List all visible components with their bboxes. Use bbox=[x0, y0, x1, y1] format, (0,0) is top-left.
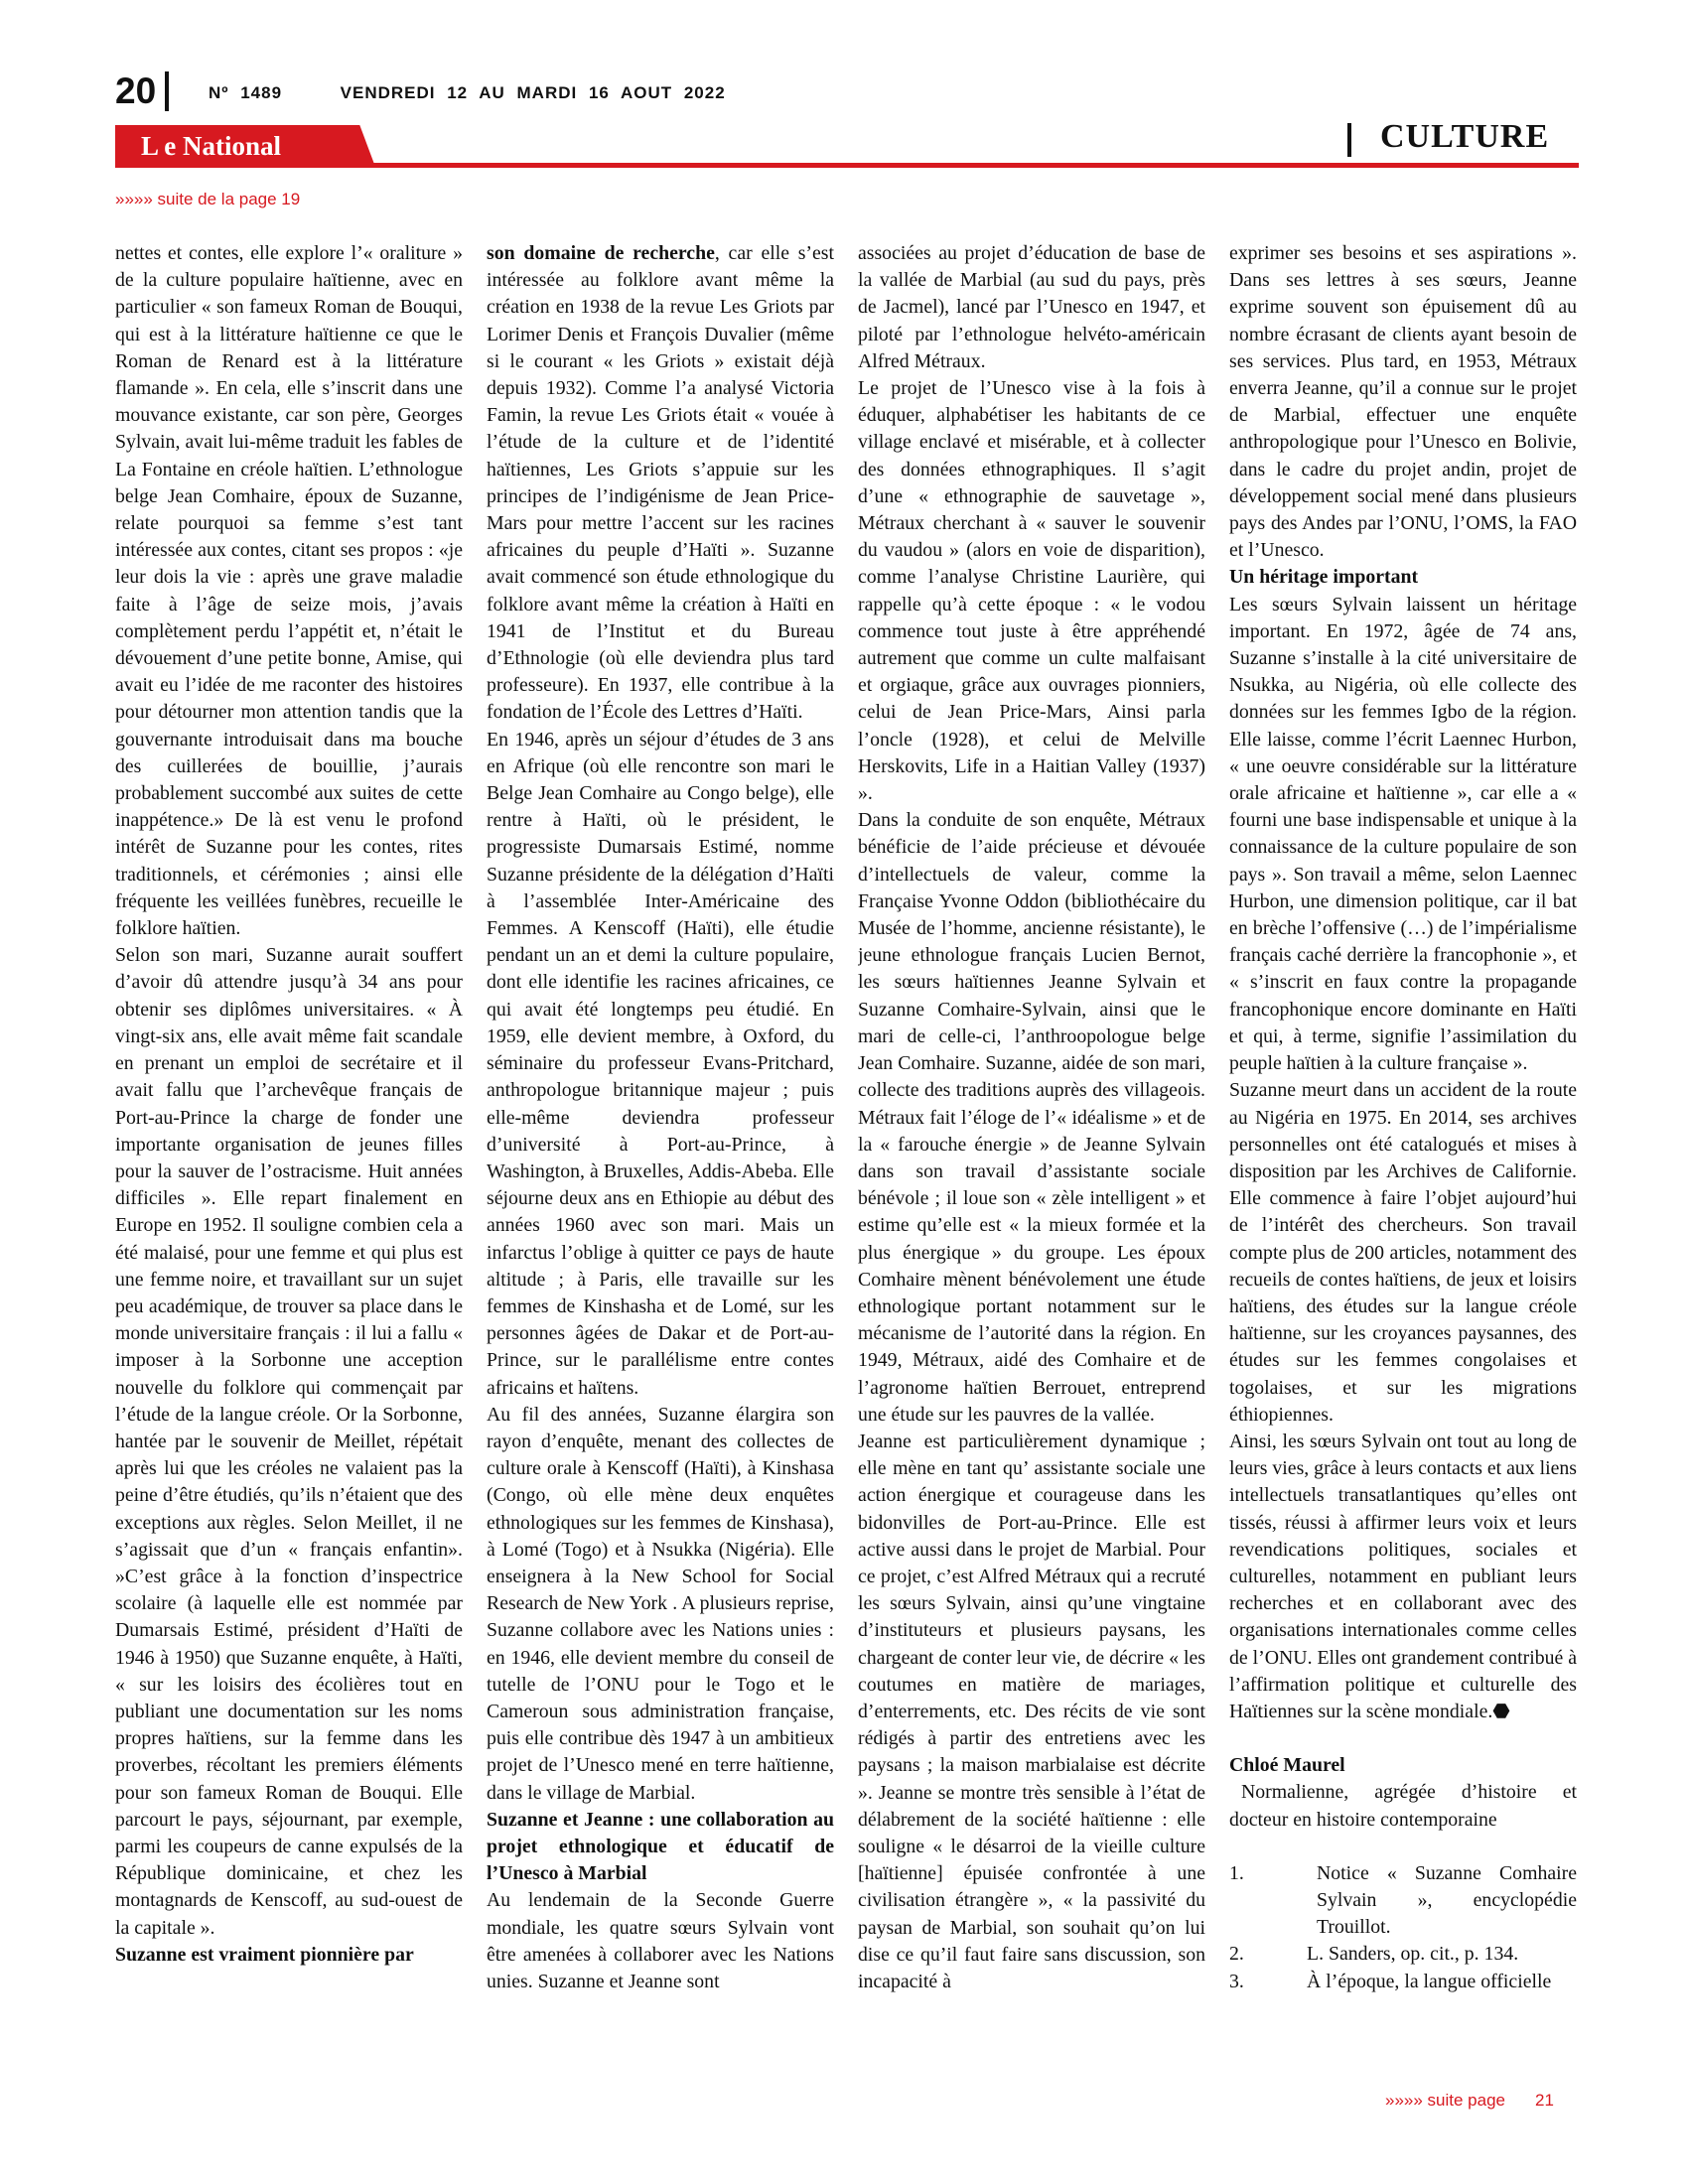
footnote bbox=[1229, 1860, 1577, 1942]
article-column-2 bbox=[487, 240, 834, 2107]
continues-on bbox=[1385, 2091, 1554, 2111]
paragraph: Les sœurs Sylvain laissent un héritage important. En 1972, âgée de 74 ans, Suzanne s’installe à la cité universitaire de Nsukka, au Nigéria, où elle collecte des données sur les femmes Igbo de la région. Elle laisse, comme l’écrit Laennec Hurbon, « une oeuvre considérable sur la littérature orale africaine et haïtienne », car elle a « fourni une base indispensable et unique à la connaissance de la culture populaire de son pays ». Son travail a même, selon Laennec Hurbon, une dimension politique, car il bat en brèche l’offensive (…) de l’impérialisme français caché derrière la francophonie », et « s’inscrit en faux contre la propagande francophonique encore dominante en Haïti et qui, à terme, signifie l’assimilation du peuple haïtien à la culture française ». bbox=[1229, 593, 1577, 1075]
footnote bbox=[1229, 1941, 1577, 1968]
footnote-number: 2. bbox=[1229, 1943, 1244, 1966]
paragraph: associées au projet d’éducation de base de la vallée de Marbial (au sud du pays, près de Jacmel), lancé par l’Unesco en 1947, et piloté par l’ethnologue helvéto-américain Alfred Métraux. bbox=[858, 242, 1205, 372]
author-bio: Normalienne, agrégée d’histoire et docteur en histoire contemporaine bbox=[1229, 1781, 1577, 1831]
footnote-number: 1. bbox=[1229, 1861, 1244, 1884]
page-number: 20 bbox=[115, 70, 157, 111]
paragraph: Ainsi, les sœurs Sylvain ont tout au long de leurs vies, grâce à leurs contacts et aux liens intellectuels transatlantiques qu’elles ont tissés, réussi à affirmer leurs voix et leurs revendications politiques, sociales et culturelles, notamment en publiant leurs recherches et en collaborant avec des organisations internationales comme celles de l’ONU. Elles ont grandement contribué à l’affirmation politique et culturelle des Haïtiennes sur la scène mondiale.⬣ bbox=[1229, 1430, 1577, 1722]
issue-date-line bbox=[209, 83, 726, 103]
paragraph: Dans la conduite de son enquête, Métraux bénéficie de l’aide précieuse et dévouée d’intellectuels de valeur, comme la Française Yvonne Oddon (bibliothécaire du Musée de l’homme, ancienne résistante), le jeune ethnologue français Lucien Bernot, les sœurs haïtiennes Jeanne Sylvain et Suzanne Comhaire-Sylvain, ainsi que le mari de celle-ci, l’anthroopologue belge Jean Comhaire. Suzanne, aidée de son mari, collecte des traditions auprès des villageois. Métraux fait l’éloge de l’« idéalisme » et de la « farouche énergie » de Jeanne Sylvain dans son travail d’assistante sociale bénévole ; il loue son « zèle intelligent » et estime qu’elle est « la mieux formée et la plus énergique » du groupe. Les époux Comhaire mènent bénévolement une étude ethnologique portant notamment sur le mécanisme de l’autorité dans la région. En 1949, Métraux, aidé des Comhaire et de l’agronome haïtien Berrouet, entreprend une étude sur les pauvres de la vallée. bbox=[858, 809, 1205, 1426]
issue-number: Nº 1489 bbox=[209, 83, 283, 102]
notes-spacer bbox=[1229, 1834, 1577, 1860]
footnote-text: À l’époque, la langue officielle bbox=[1307, 1970, 1552, 1992]
paragraph: Suzanne meurt dans un accident de la route au Nigéria en 1975. En 2014, ses archives personnelles ont été catalogués et mises à disposition par les Archives de Californie. Elle commence à faire l’objet aujourd’hui de l’intérêt des chercheurs. Son travail compte plus de 200 articles, notamment des recueils de contes haïtiens, de jeux et loisirs haïtiens, des études sur la langue créole haïtienne, sur les croyances paysannes, des études sur les femmes congolaises et togolaises, et sur les migrations éthiopiennes. bbox=[1229, 1079, 1577, 1426]
bold-lead-in: son domaine de recherche bbox=[487, 242, 715, 264]
continues-label: »»»» suite page bbox=[1385, 2091, 1505, 2110]
footnote bbox=[1229, 1969, 1577, 1995]
article-column-1 bbox=[115, 240, 463, 2107]
paragraph bbox=[487, 240, 834, 727]
footnote-text: L. Sanders, op. cit., p. 134. bbox=[1307, 1943, 1519, 1966]
paragraph: Le projet de l’Unesco vise à la fois à éduquer, alphabétiser les habitants de ce village enclavé et misérable, et à collecter des données ethnographiques. Il s’agit d’une « ethnographie de sauvetage », Métraux cherchant à « sauver le souvenir du vaudou » (alors en voie de disparition), comme l’analyse Christine Laurière, qui rappelle qu’à cette époque : « le vodou commence tout juste à être appréhendé autrement que comme un culte malfaisant et orgiaque, grâce aux ouvrages pionniers, celui de Jean Price-Mars, Ainsi parla l’oncle (1928), et celui de Melville Herskovits, Life in a Haitian Valley (1937) ». bbox=[858, 377, 1205, 805]
brand-logo: L e National bbox=[141, 131, 282, 161]
paragraph: exprimer ses besoins et ses aspirations ». Dans ses lettres à ses sœurs, Jeanne exprime souvent son épuisement dû au nombre écrasant de clients ayant besoin de ses services. Plus tard, en 1953, Métraux enverra Jeanne, qu’il a connue sur le projet de Marbial, effectuer une enquête anthropologique pour l’Unesco en Bolivie, dans le cadre du projet andin, projet de développement social mené dans plusieurs pays des Andes par l’ONU, l’OMS, la FAO et l’Unesco. bbox=[1229, 242, 1577, 562]
subheading: Suzanne et Jeanne : une collaboration au projet ethnologique et éducatif de l’Unesco à Marbial bbox=[487, 1808, 834, 1885]
paragraph: Selon son mari, Suzanne aurait souffert d’avoir dû attendre jusqu’à 34 ans pour obtenir ses diplômes universitaires. « À vingt-six ans, elle avait même fait scandale en prenant un emploi de secrétaire et il avait fallu que l’archevêque français de Port-au-Prince la charge de fonder une importante organisation de jeunes filles pour la sauver de l’ostracisme. Huit années difficiles ». Elle repart finalement en Europe en 1952. Il souligne combien cela a été malaisé, pour une femme et qui plus est une femme noire, et travaillant sur un sujet peu académique, de trouver sa place dans le monde universitaire français : il lui a fallu « imposer à la Sorbonne une acception nouvelle du folklore qui commençait par l’étude de la langue créole. Or la Sorbonne, hantée par le souvenir de Meillet, répétait après lui que les créoles ne valaient pas la peine d’être étudiés, qu’ils n’étaient que des exceptions aux règles. Selon Meillet, il ne s’agissait que d’un « français enfantin». »C’est grâce à la fonction d’inspectrice scolaire (à laquelle elle est nommée par Dumarsais Estimé, président d’Haïti de 1946 à 1950) que Suzanne enquête, à Haïti, « sur les loisirs des écolières tout en publiant une documentation sur les noms propres haïtiens, sur la femme dans les proverbes, récoltant les premiers éléments pour son fameux Roman de Bouqui. Elle parcourt le pays, séjournant, par exemple, parmi les coupeurs de canne expulsés de la République dominicaine, et chez les montagnards de Kenscoff, au sud-ouest de la capitale ». bbox=[115, 944, 463, 1939]
issue-date: VENDREDI 12 AU MARDI 16 AOUT 2022 bbox=[340, 83, 726, 102]
bold-lead-in: Suzanne est vraiment pionnière par bbox=[115, 1943, 414, 1966]
footnote-number: 3. bbox=[1229, 1970, 1244, 1992]
continues-page: 21 bbox=[1535, 2091, 1554, 2110]
article-column-3 bbox=[858, 240, 1205, 2107]
paragraph: Jeanne est particulièrement dynamique ; elle mène en tant qu’ assistante sociale une action énergique et courageuse dans les bidonvilles de Port-au-Prince. Elle est active aussi dans le projet de Marbial. Pour ce projet, c’est Alfred Métraux qui a recruté les sœurs Sylvain, ainsi qu’une vingtaine d’instituteurs et plusieurs paysans, les chargeant de conter leur vie, de décrire « les coutumes en matière de mariages, d’enterrements, etc. Des récits de vie sont rédigés à partir des entretiens avec les paysans ; la maison marbialaise est décrite ». Jeanne se montre très sensible à l’état de délabrement de la société haïtienne : elle souligne « le désarroi de la vieille culture [haïtienne] épuisée confrontée à une civilisation étrangère », « la passivité du paysan de Marbial, son souhait qu’on lui dise ce qu’il faut faire sans discussion, son incapacité à bbox=[858, 1430, 1205, 1992]
subheading: Un héritage important bbox=[1229, 566, 1419, 589]
page-number-divider bbox=[165, 71, 169, 111]
paragraph: nettes et contes, elle explore l’« oraliture » de la culture populaire haïtienne, avec en particulier « son fameux Roman de Bouqui, qui est à la littérature haïtienne ce que le Roman de Renard est à la littérature flamande ». En cela, elle s’inscrit dans une mouvance existante, car son père, Georges Sylvain, avait lui-même traduit les fables de La Fontaine en créole haïtien. L’ethnologue belge Jean Comhaire, époux de Suzanne, relate pourquoi sa femme s’est tant intéressée aux contes, citant ses propos : «je leur dois la vie : après une grave maladie faite à l’âge de seize mois, j’avais complètement perdu l’appétit et, n’était le dévouement d’une petite bonne, Amise, qui avait eu l’idée de me raconter des histoires pour détourner mon attention tandis que la gouvernante introduisait dans ma bouche des cuillerées de bouillie, j’aurais probablement succombé aux suites de cette inappétence.» De là est venu le profond intérêt de Suzanne pour les contes, rites traditionnels, et cérémonies ; ainsi elle fréquente les veillées funèbres, recueille le folklore haïtien. bbox=[115, 242, 463, 940]
header-rule bbox=[115, 163, 1579, 168]
paragraph: Au fil des années, Suzanne élargira son rayon d’enquête, menant des collectes de culture orale à Kenscoff (Haïti), à Kinshasa (Congo, où elle mène deux enquêtes ethnologiques sur les femmes de Kinshasa), à Lomé (Togo) et à Nsukka (Nigéria). Elle enseignera à la New School for Social Research de New York . A plusieurs reprise, Suzanne collabore avec les Nations unies : en 1946, elle devient membre du conseil de tutelle de l’ONU pour le Togo et le Cameroun sous administration française, puis elle contribue dès 1947 à un ambitieux projet de l’Unesco mené en terre haïtienne, dans le village de Marbial. bbox=[487, 1403, 834, 1804]
section-divider bbox=[1347, 123, 1351, 157]
paragraph: Au lendemain de la Seconde Guerre mondiale, les quatre sœurs Sylvain vont être amenées à collaborer avec les Nations unies. Suzanne et Jeanne sont bbox=[487, 1889, 834, 1992]
footnote-text: Notice « Suzanne Comhaire Sylvain », encyclopédie Trouillot. bbox=[1317, 1861, 1577, 1939]
article-column-4 bbox=[1229, 240, 1577, 2107]
continued-from: »»»» suite de la page 19 bbox=[115, 190, 301, 208]
paragraph-text: , car elle s’est intéressée au folklore avant même la création en 1938 de la revue Les Griots par Lorimer Denis et François Duvalier (même si le courant « les Griots » existait déjà depuis 1932). Comme l’a analysé Victoria Famin, la revue Les Griots était « vouée à l’étude de la culture et de l’identité haïtiennes, Les Griots s’appuie sur les principes de l’indigénisme de Jean Price-Mars pour mettre l’accent sur les racines africaines du peuple d’Haïti ». Suzanne avait commencé son étude ethnologique du folklore avant même la création à Haïti en 1941 de l’Institut et du Bureau d’Ethnologie (où elle deviendra plus tard professeure). En 1937, elle contribue à la fondation de l’École des Lettres d’Haïti. bbox=[487, 242, 834, 724]
paragraph: En 1946, après un séjour d’études de 3 ans en Afrique (où elle rencontre son mari le Belge Jean Comhaire au Congo belge), elle rentre à Haïti, où le président, le progressiste Dumarsais Estimé, nomme Suzanne présidente de la délégation d’Haïti à l’assemblée Inter-Américaine des Femmes. A Kenscoff (Haïti), elle étudie pendant un an et demi la culture populaire, dont elle identifie les racines africaines, ce qui avait été longtemps peu étudié. En 1959, elle devient membre, à Oxford, du séminaire du professeur Evans-Pritchard, anthropologue britannique majeur ; puis elle-même deviendra professeur d’université à Port-au-Prince, à Washington, à Bruxelles, Addis-Abeba. Elle séjourne deux ans en Ethiopie au début des années 1960 avec son mari. Mais un infarctus l’oblige à quitter ce pays de haute altitude ; à Paris, elle travaille sur les femmes de Kinshasha et de Lomé, sur les personnes âgées de Dakar et de Port-au-Prince, sur le parallélisme entre contes africains et haïtens. bbox=[487, 728, 834, 1399]
author-name: Chloé Maurel bbox=[1229, 1754, 1345, 1777]
section-title: CULTURE bbox=[1380, 118, 1550, 155]
